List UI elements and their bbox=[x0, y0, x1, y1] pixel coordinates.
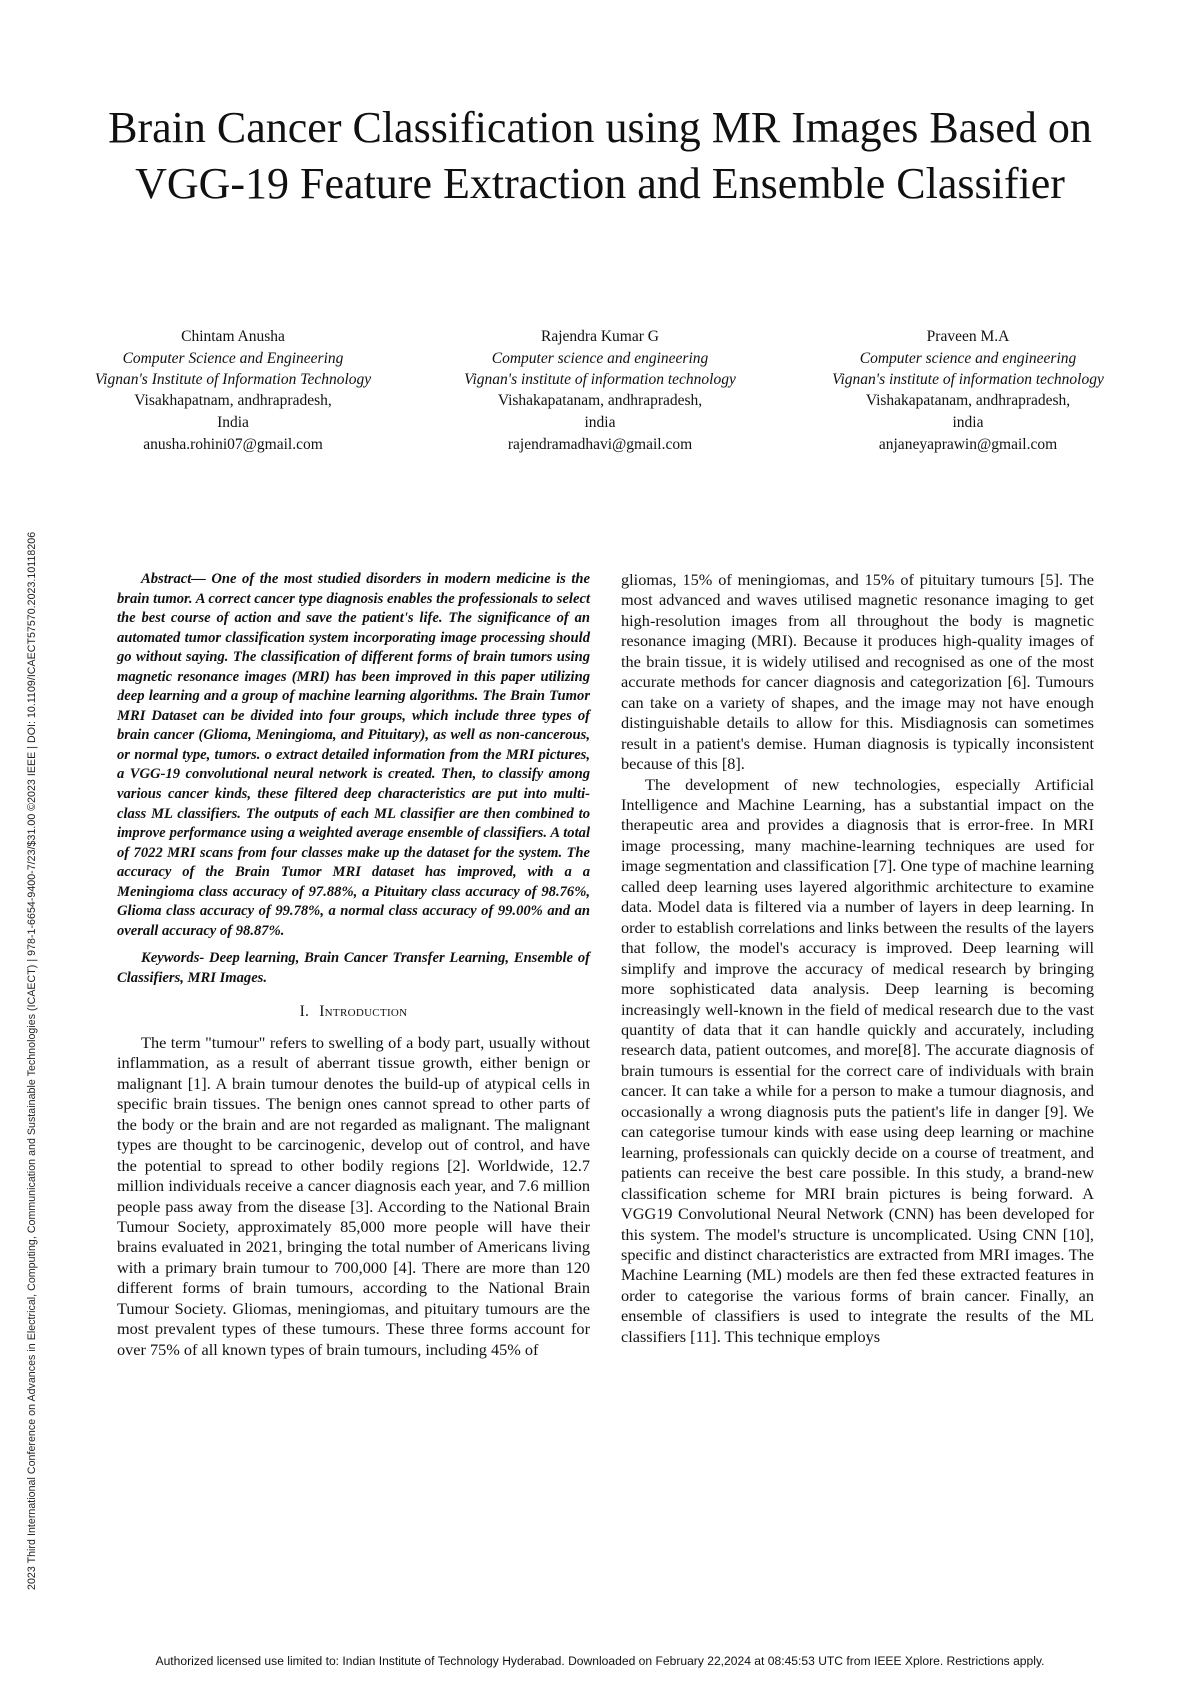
author-email[interactable]: rajendramadhavi@gmail.com bbox=[507, 436, 693, 453]
license-footer: Authorized licensed use limited to: Indian Institute of Technology Hyderabad. Downloaded on February 22,2024 at 08:45:53 UTC from IEEE Xplore. Restrictions apply. bbox=[155, 1654, 1045, 1668]
body-paragraph: The development of new technologies, especially Artificial Intelligence and Machine Learning, has a substantial impact on the therapeutic area and provides a diagnosis that is error-free. In MRI image processing, many machine-learning techniques are used for image segmentation and classification [7]. One type of machine learning called deep learning uses layered algorithmic architecture to examine data. Model data is filtered via a number of layers in deep learning. In order to establish correlations and links between the results of the layers that follow, the model's accuracy is improved. Deep learning will simplify and improve the accuracy of medical research by bringing more sophisticated data analysis. Deep learning is becoming increasingly well-known in the field of medical research due to the vast quantity of data that it can handle quickly and accurately, including research data, patient outcomes, and more[8]. The accurate diagnosis of brain tumours is essential for the correct care of individuals with brain cancer. It can take a while for a person to make a tumour diagnosis, and occasionally a wrong diagnosis puts the patient's life in danger [9]. We can categorise tumour kinds with ease using deep learning or machine learning, professionals can quickly decide on a course of treatment, and patients can receive the best care possible. In this study, a brand-new classification scheme for MRI brain pictures is being forward. A VGG19 Convolutional Neural Network (CNN) has been developed for this system. The model's structure is uncomplicated. Using CNN [10], specific and distinct characteristics are extracted from MRI images. The Machine Learning (ML) models are then fed these extracted features in order to categorise the various forms of brain cancer. Finally, an ensemble of classifiers is used to integrate the results of the ML classifiers [11]. This technique employs bbox=[621, 774, 1094, 1346]
right-column bbox=[621, 570, 1094, 1347]
section-number: I. bbox=[299, 1003, 310, 1021]
author-email[interactable]: anjaneyaprawin@gmail.com bbox=[878, 436, 1058, 453]
author-block-1 bbox=[88, 326, 378, 456]
author-city: Vishakapatanam, andhrapradesh, bbox=[865, 392, 1071, 409]
author-department: Computer science and engineering bbox=[491, 350, 709, 367]
author-department: Computer science and engineering bbox=[859, 350, 1077, 367]
author-institution: Vignan's Institute of Information Technology bbox=[94, 371, 372, 388]
keywords: Keywords- Deep learning, Brain Cancer Transfer Learning, Ensemble of Classifiers, MRI Images. bbox=[117, 950, 590, 986]
abstract: Abstract— One of the most studied disorders in modern medicine is the brain tumor. A correct cancer type diagnosis enables the professionals to select the best course of action and save the patient's life. The significance of an automated tumor classification system incorporating image processing should go without saying. The classification of different forms of brain tumors using magnetic resonance images (MRI) has been improved in this paper utilizing deep learning and a group of machine learning algorithms. The Brain Tumor MRI Dataset can be divided into four groups, which include three types of brain cancer (Glioma, Meningioma, and Pituitary), as well as non-cancerous, or normal type, tumors. o extract detailed information from the MRI pictures, a VGG-19 convolutional neural network is created. Then, to classify among various cancer kinds, these filtered deep characteristics are put into multi-class ML classifiers. The outputs of each ML classifier are then combined to improve performance using a weighted average ensemble of classifiers. A total of 7022 MRI scans from four classes make up the dataset for the system. The accuracy of the Brain Tumor MRI dataset has improved, with a a Meningioma class accuracy of 97.88%, a Pituitary class accuracy of 98.76%, Glioma class accuracy of 99.78%, a normal class accuracy of 99.00% and an overall accuracy of 98.87%. bbox=[117, 571, 590, 939]
author-department: Computer Science and Engineering bbox=[122, 350, 344, 367]
author-name: Chintam Anusha bbox=[181, 328, 285, 345]
paper-title: Brain Cancer Classification using MR Images Based on VGG-19 Feature Extraction and Ensemble Classifier bbox=[108, 103, 1092, 208]
section-heading bbox=[117, 1002, 590, 1022]
doi-side-note: 2023 Third International Conference on Advances in Electrical, Computing, Communication and Sustainable Technologies (ICAECT) | 978-1-6654-9400-7/23/$31.00 ©2023 IEEE | DOI: 10.1109/ICAECT57570.2023.10118206 bbox=[26, 531, 38, 1590]
author-block-3 bbox=[823, 326, 1113, 456]
author-block-2 bbox=[455, 326, 745, 456]
left-column bbox=[117, 570, 590, 1360]
author-name: Praveen M.A bbox=[926, 328, 1010, 345]
author-country: india bbox=[584, 414, 616, 431]
author-country: India bbox=[217, 414, 249, 431]
section-title: Introduction bbox=[319, 1003, 408, 1021]
author-email[interactable]: anusha.rohini07@gmail.com bbox=[143, 436, 323, 453]
author-city: Visakhapatnam, andhrapradesh, bbox=[134, 392, 332, 409]
author-institution: Vignan's institute of information technology bbox=[832, 371, 1104, 388]
author-institution: Vignan's institute of information technology bbox=[464, 371, 736, 388]
author-name: Rajendra Kumar G bbox=[541, 328, 659, 345]
author-country: india bbox=[952, 414, 984, 431]
author-city: Vishakapatanam, andhrapradesh, bbox=[497, 392, 703, 409]
intro-paragraph: The term "tumour" refers to swelling of a body part, usually without inflammation, as a result of aberrant tissue growth, either benign or malignant [1]. A brain tumour denotes the build-up of atypical cells in specific brain tissues. The benign ones cannot spread to other parts of the body or the brain and are not regarded as malignant. The malignant types are thought to be carcinogenic, develop out of control, and have the potential to spread to other bodily regions [2]. Worldwide, 12.7 million individuals receive a cancer diagnosis each year, and 7.6 million people pass away from the disease [3]. According to the National Brain Tumour Society, approximately 85,000 more people will have their brains evaluated in 2021, bringing the total number of Americans living with a primary brain tumour to 700,000 [4]. There are more than 120 different forms of brain tumours, according to the National Brain Tumour Society. Gliomas, meningiomas, and pituitary tumours are the most prevalent types of these tumours. These three forms account for over 75% of all known types of brain tumours, including 45% of bbox=[117, 1032, 590, 1359]
body-paragraph: gliomas, 15% of meningiomas, and 15% of pituitary tumours [5]. The most advanced and waves utilised magnetic resonance imaging to get high-resolution images from all throughout the body is magnetic resonance imaging (MRI). Because it produces high-quality images of the brain tissue, it is widely utilised and recognised as one of the most accurate methods for cancer diagnosis and categorization [6]. Tumours can take on a variety of shapes, and the image may not have enough distinguishable details to allow for this. Misdiagnosis can sometimes result in a patient's demise. Human diagnosis is typically inconsistent because of this [8]. bbox=[621, 570, 1094, 774]
